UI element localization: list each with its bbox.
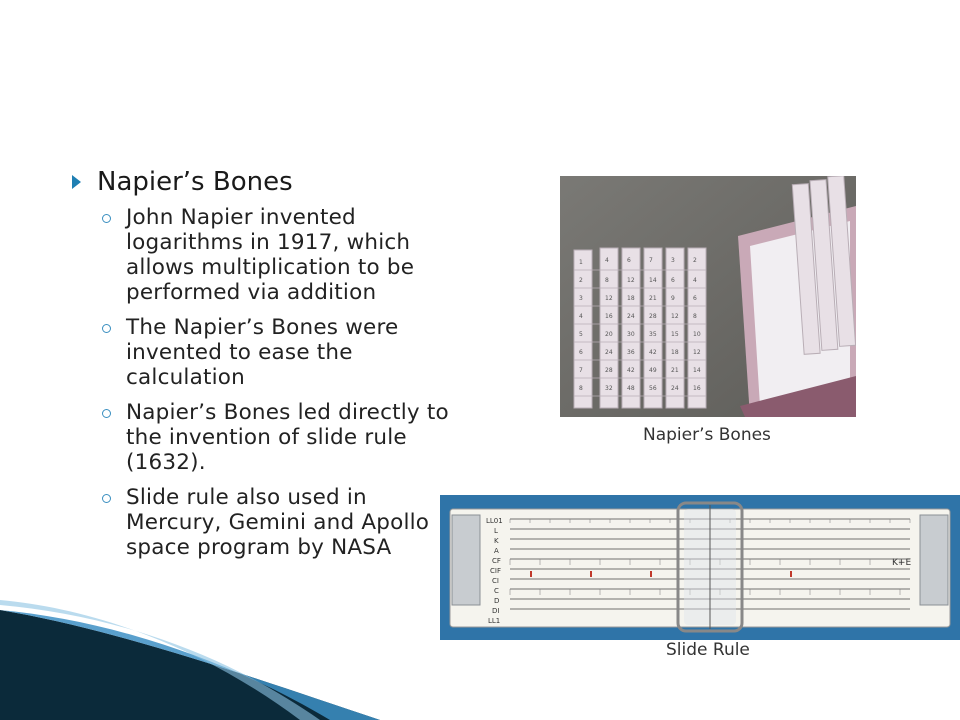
bones-caption: Napier’s Bones	[643, 425, 771, 445]
svg-text:16: 16	[693, 385, 701, 392]
svg-text:9: 9	[671, 295, 675, 302]
svg-text:D: D	[494, 597, 500, 605]
svg-text:8: 8	[605, 277, 609, 284]
svg-text:21: 21	[649, 295, 657, 302]
svg-text:K+E: K+E	[892, 558, 912, 568]
svg-text:5: 5	[579, 331, 583, 338]
circle-bullet-icon	[102, 494, 111, 503]
svg-text:6: 6	[627, 257, 631, 264]
napiers-bones-photo	[560, 176, 856, 417]
heading-bullet	[72, 167, 293, 197]
slide-heading: Napier’s Bones	[97, 167, 293, 197]
svg-text:12: 12	[693, 349, 701, 356]
svg-text:32: 32	[605, 385, 613, 392]
svg-text:7: 7	[579, 367, 583, 374]
svg-text:10: 10	[693, 331, 701, 338]
svg-text:6: 6	[671, 277, 675, 284]
svg-text:LL1: LL1	[488, 617, 501, 625]
sub-bullet-list	[102, 205, 462, 570]
svg-text:15: 15	[671, 331, 679, 338]
svg-text:8: 8	[579, 385, 583, 392]
svg-text:4: 4	[605, 257, 609, 264]
list-item: The Napier’s Bones were invented to ease the calculation	[102, 315, 462, 390]
svg-text:CF: CF	[492, 557, 501, 565]
svg-text:56: 56	[649, 385, 657, 392]
svg-text:7: 7	[649, 257, 653, 264]
list-item: Napier’s Bones led directly to the invention of slide rule (1632).	[102, 400, 462, 475]
list-item: John Napier invented logarithms in 1917, which allows multiplication to be performed via addition	[102, 205, 462, 305]
svg-text:4: 4	[579, 313, 583, 320]
svg-text:14: 14	[693, 367, 701, 374]
svg-text:12: 12	[627, 277, 635, 284]
svg-text:CIF: CIF	[490, 567, 501, 575]
svg-text:L: L	[494, 527, 498, 535]
svg-text:24: 24	[627, 313, 635, 320]
svg-text:12: 12	[605, 295, 613, 302]
svg-text:28: 28	[605, 367, 613, 374]
svg-text:K: K	[494, 537, 499, 545]
svg-text:49: 49	[649, 367, 657, 374]
svg-text:16: 16	[605, 313, 613, 320]
svg-text:18: 18	[671, 349, 679, 356]
svg-text:42: 42	[649, 349, 657, 356]
svg-text:42: 42	[627, 367, 635, 374]
svg-text:18: 18	[627, 295, 635, 302]
svg-text:12: 12	[671, 313, 679, 320]
svg-text:CI: CI	[492, 577, 499, 585]
svg-text:36: 36	[627, 349, 635, 356]
svg-text:48: 48	[627, 385, 635, 392]
svg-text:30: 30	[627, 331, 635, 338]
svg-text:21: 21	[671, 367, 679, 374]
svg-text:2: 2	[579, 277, 583, 284]
rule-caption: Slide Rule	[666, 640, 750, 660]
svg-text:24: 24	[605, 349, 613, 356]
svg-text:24: 24	[671, 385, 679, 392]
svg-text:LL01: LL01	[486, 517, 503, 525]
svg-text:8: 8	[693, 313, 697, 320]
slide-rule-photo	[440, 495, 960, 640]
svg-text:4: 4	[693, 277, 697, 284]
svg-text:28: 28	[649, 313, 657, 320]
svg-text:2: 2	[693, 257, 697, 264]
svg-text:6: 6	[693, 295, 697, 302]
svg-text:DI: DI	[492, 607, 500, 615]
svg-text:1: 1	[579, 259, 583, 266]
svg-text:35: 35	[649, 331, 657, 338]
triangle-bullet-icon	[72, 175, 81, 189]
circle-bullet-icon	[102, 409, 111, 418]
svg-text:C: C	[494, 587, 499, 595]
svg-text:3: 3	[671, 257, 675, 264]
list-item: Slide rule also used in Mercury, Gemini and Apollo space program by NASA	[102, 485, 462, 560]
svg-text:20: 20	[605, 331, 613, 338]
circle-bullet-icon	[102, 324, 111, 333]
svg-text:14: 14	[649, 277, 657, 284]
svg-text:3: 3	[579, 295, 583, 302]
circle-bullet-icon	[102, 214, 111, 223]
svg-text:6: 6	[579, 349, 583, 356]
svg-text:A: A	[494, 547, 499, 555]
